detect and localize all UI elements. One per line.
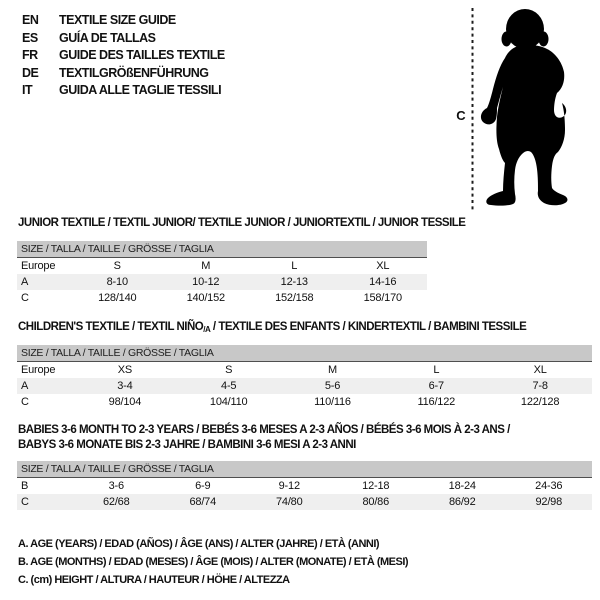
- size-cell: M: [201, 260, 211, 272]
- lang-code: IT: [22, 83, 33, 97]
- value-cell: 104/110: [209, 396, 248, 408]
- row-label-cell: A: [17, 378, 73, 394]
- footnote-a: A. AGE (YEARS) / EDAD (AÑOS) / ÂGE (ANS) / ALTER (JAHRE) / ETÀ (ANNI): [18, 538, 380, 550]
- children-title-text: / TEXTILE DES ENFANTS / KINDERTEXTIL / BAMBINI TESSILE: [210, 321, 527, 333]
- height-row: [17, 290, 427, 306]
- value-cell: 152/158: [275, 292, 314, 304]
- size-cell: M: [328, 364, 337, 376]
- size-cell: XL: [533, 364, 547, 376]
- junior-section-title: JUNIOR TEXTILE / TEXTIL JUNIOR/ TEXTILE JUNIOR / JUNIORTEXTIL / JUNIOR TESSILE: [18, 217, 466, 229]
- value-cell: 98/104: [108, 396, 142, 408]
- value-cell: 18-24: [448, 480, 476, 492]
- children-section-title: [18, 320, 526, 337]
- height-row: [17, 394, 592, 410]
- value-cell: 140/152: [186, 292, 225, 304]
- row-label-cell: C: [17, 494, 73, 510]
- footnotes: [18, 535, 408, 589]
- size-header-row: [17, 241, 427, 258]
- value-cell: 12-13: [250, 274, 339, 290]
- babies-table: [17, 461, 592, 510]
- lang-row-it: [22, 82, 225, 100]
- value-cell: 6-9: [195, 480, 211, 492]
- children-table: [17, 345, 592, 410]
- lang-label: GUIDE DES TAILLES TEXTILE: [59, 48, 225, 62]
- value-cell: 10-12: [162, 274, 251, 290]
- value-cell: 8-10: [73, 274, 162, 290]
- value-cell: 9-12: [278, 480, 300, 492]
- size-header-row: [17, 345, 592, 362]
- baby-silhouette-icon: [481, 9, 568, 206]
- value-cell: 24-36: [535, 480, 563, 492]
- region-row: [17, 258, 427, 275]
- size-header-cell: SIZE / TALLA / TAILLE / GRÖSSE / TAGLIA: [17, 345, 592, 362]
- lang-label: TEXTILGRÖßENFÜHRUNG: [59, 65, 209, 80]
- size-header-row: [17, 461, 592, 478]
- size-cell: S: [225, 364, 233, 376]
- value-cell: 6-7: [384, 378, 488, 394]
- height-row: [17, 494, 592, 510]
- lang-label: GUIDA ALLE TAGLIE TESSILI: [59, 83, 222, 97]
- babies-title-line2: BABYS 3-6 MONATE BIS 2-3 JAHRE / BAMBINI 3-6 MESI A 2-3 ANNI: [18, 439, 356, 451]
- babies-title-line1: BABIES 3-6 MONTH TO 2-3 YEARS / BEBÉS 3-6 MESES A 2-3 AÑOS / BÉBÉS 3-6 MOIS À 2-3 ANS /: [18, 424, 510, 436]
- lang-label: TEXTILE SIZE GUIDE: [59, 13, 176, 27]
- value-cell: 158/170: [363, 292, 402, 304]
- babies-section-title: [18, 423, 510, 453]
- children-title-text: CHILDREN'S TEXTILE / TEXTIL NIÑO: [18, 321, 204, 333]
- value-cell: 62/68: [73, 494, 160, 510]
- value-cell: 7-8: [488, 378, 592, 394]
- lang-code: FR: [22, 48, 38, 62]
- junior-table: [17, 241, 427, 306]
- region-row: [17, 362, 592, 379]
- row-label-cell: B: [21, 480, 29, 492]
- row-label-cell: Europe: [21, 260, 56, 272]
- lang-code: ES: [22, 30, 38, 45]
- value-cell: 12-18: [362, 480, 390, 492]
- value-cell: 92/98: [506, 494, 593, 510]
- lang-label: GUÍA DE TALLAS: [59, 30, 156, 45]
- height-measure-figure: [440, 0, 600, 215]
- value-cell: 3-6: [108, 480, 124, 492]
- lang-row-fr: [22, 47, 225, 65]
- language-list: [22, 12, 225, 100]
- value-cell: 3-4: [73, 378, 177, 394]
- age-row: [17, 378, 592, 394]
- age-row: [17, 274, 427, 290]
- size-header-cell: SIZE / TALLA / TAILLE / GRÖSSE / TAGLIA: [17, 241, 427, 258]
- value-cell: 68/74: [160, 494, 247, 510]
- children-title-sub: /A: [203, 325, 211, 334]
- size-cell: L: [291, 260, 298, 272]
- lang-code: DE: [22, 65, 39, 80]
- months-row: [17, 478, 592, 495]
- value-cell: 110/116: [314, 396, 351, 408]
- value-cell: 4-5: [177, 378, 281, 394]
- size-cell: XL: [376, 260, 390, 272]
- value-cell: 14-16: [339, 274, 428, 290]
- height-marker-label: C: [456, 108, 466, 123]
- value-cell: 74/80: [246, 494, 333, 510]
- footnote-b: B. AGE (MONTHS) / EDAD (MESES) / ÂGE (MOIS) / ALTER (MONATE) / ETÀ (MESI): [18, 556, 409, 568]
- size-header-cell: SIZE / TALLA / TAILLE / GRÖSSE / TAGLIA: [17, 461, 592, 478]
- value-cell: 86/92: [419, 494, 506, 510]
- footnote-c: C. (cm) HEIGHT / ALTURA / HAUTEUR / HÖHE / ALTEZZA: [18, 574, 290, 586]
- value-cell: 80/86: [333, 494, 420, 510]
- row-label-cell: Europe: [21, 364, 56, 376]
- value-cell: 116/122: [417, 396, 456, 408]
- value-cell: 128/140: [98, 292, 137, 304]
- row-label-cell: C: [21, 396, 29, 408]
- lang-code: EN: [22, 13, 39, 27]
- lang-row-de: [22, 65, 225, 83]
- lang-row-es: [22, 30, 225, 48]
- size-cell: S: [113, 260, 121, 272]
- size-cell: L: [433, 364, 440, 376]
- value-cell: 5-6: [281, 378, 385, 394]
- lang-row-en: [22, 12, 225, 30]
- row-label-cell: A: [17, 274, 73, 290]
- size-cell: XS: [117, 364, 133, 376]
- value-cell: 122/128: [520, 396, 560, 408]
- row-label-cell: C: [21, 292, 29, 304]
